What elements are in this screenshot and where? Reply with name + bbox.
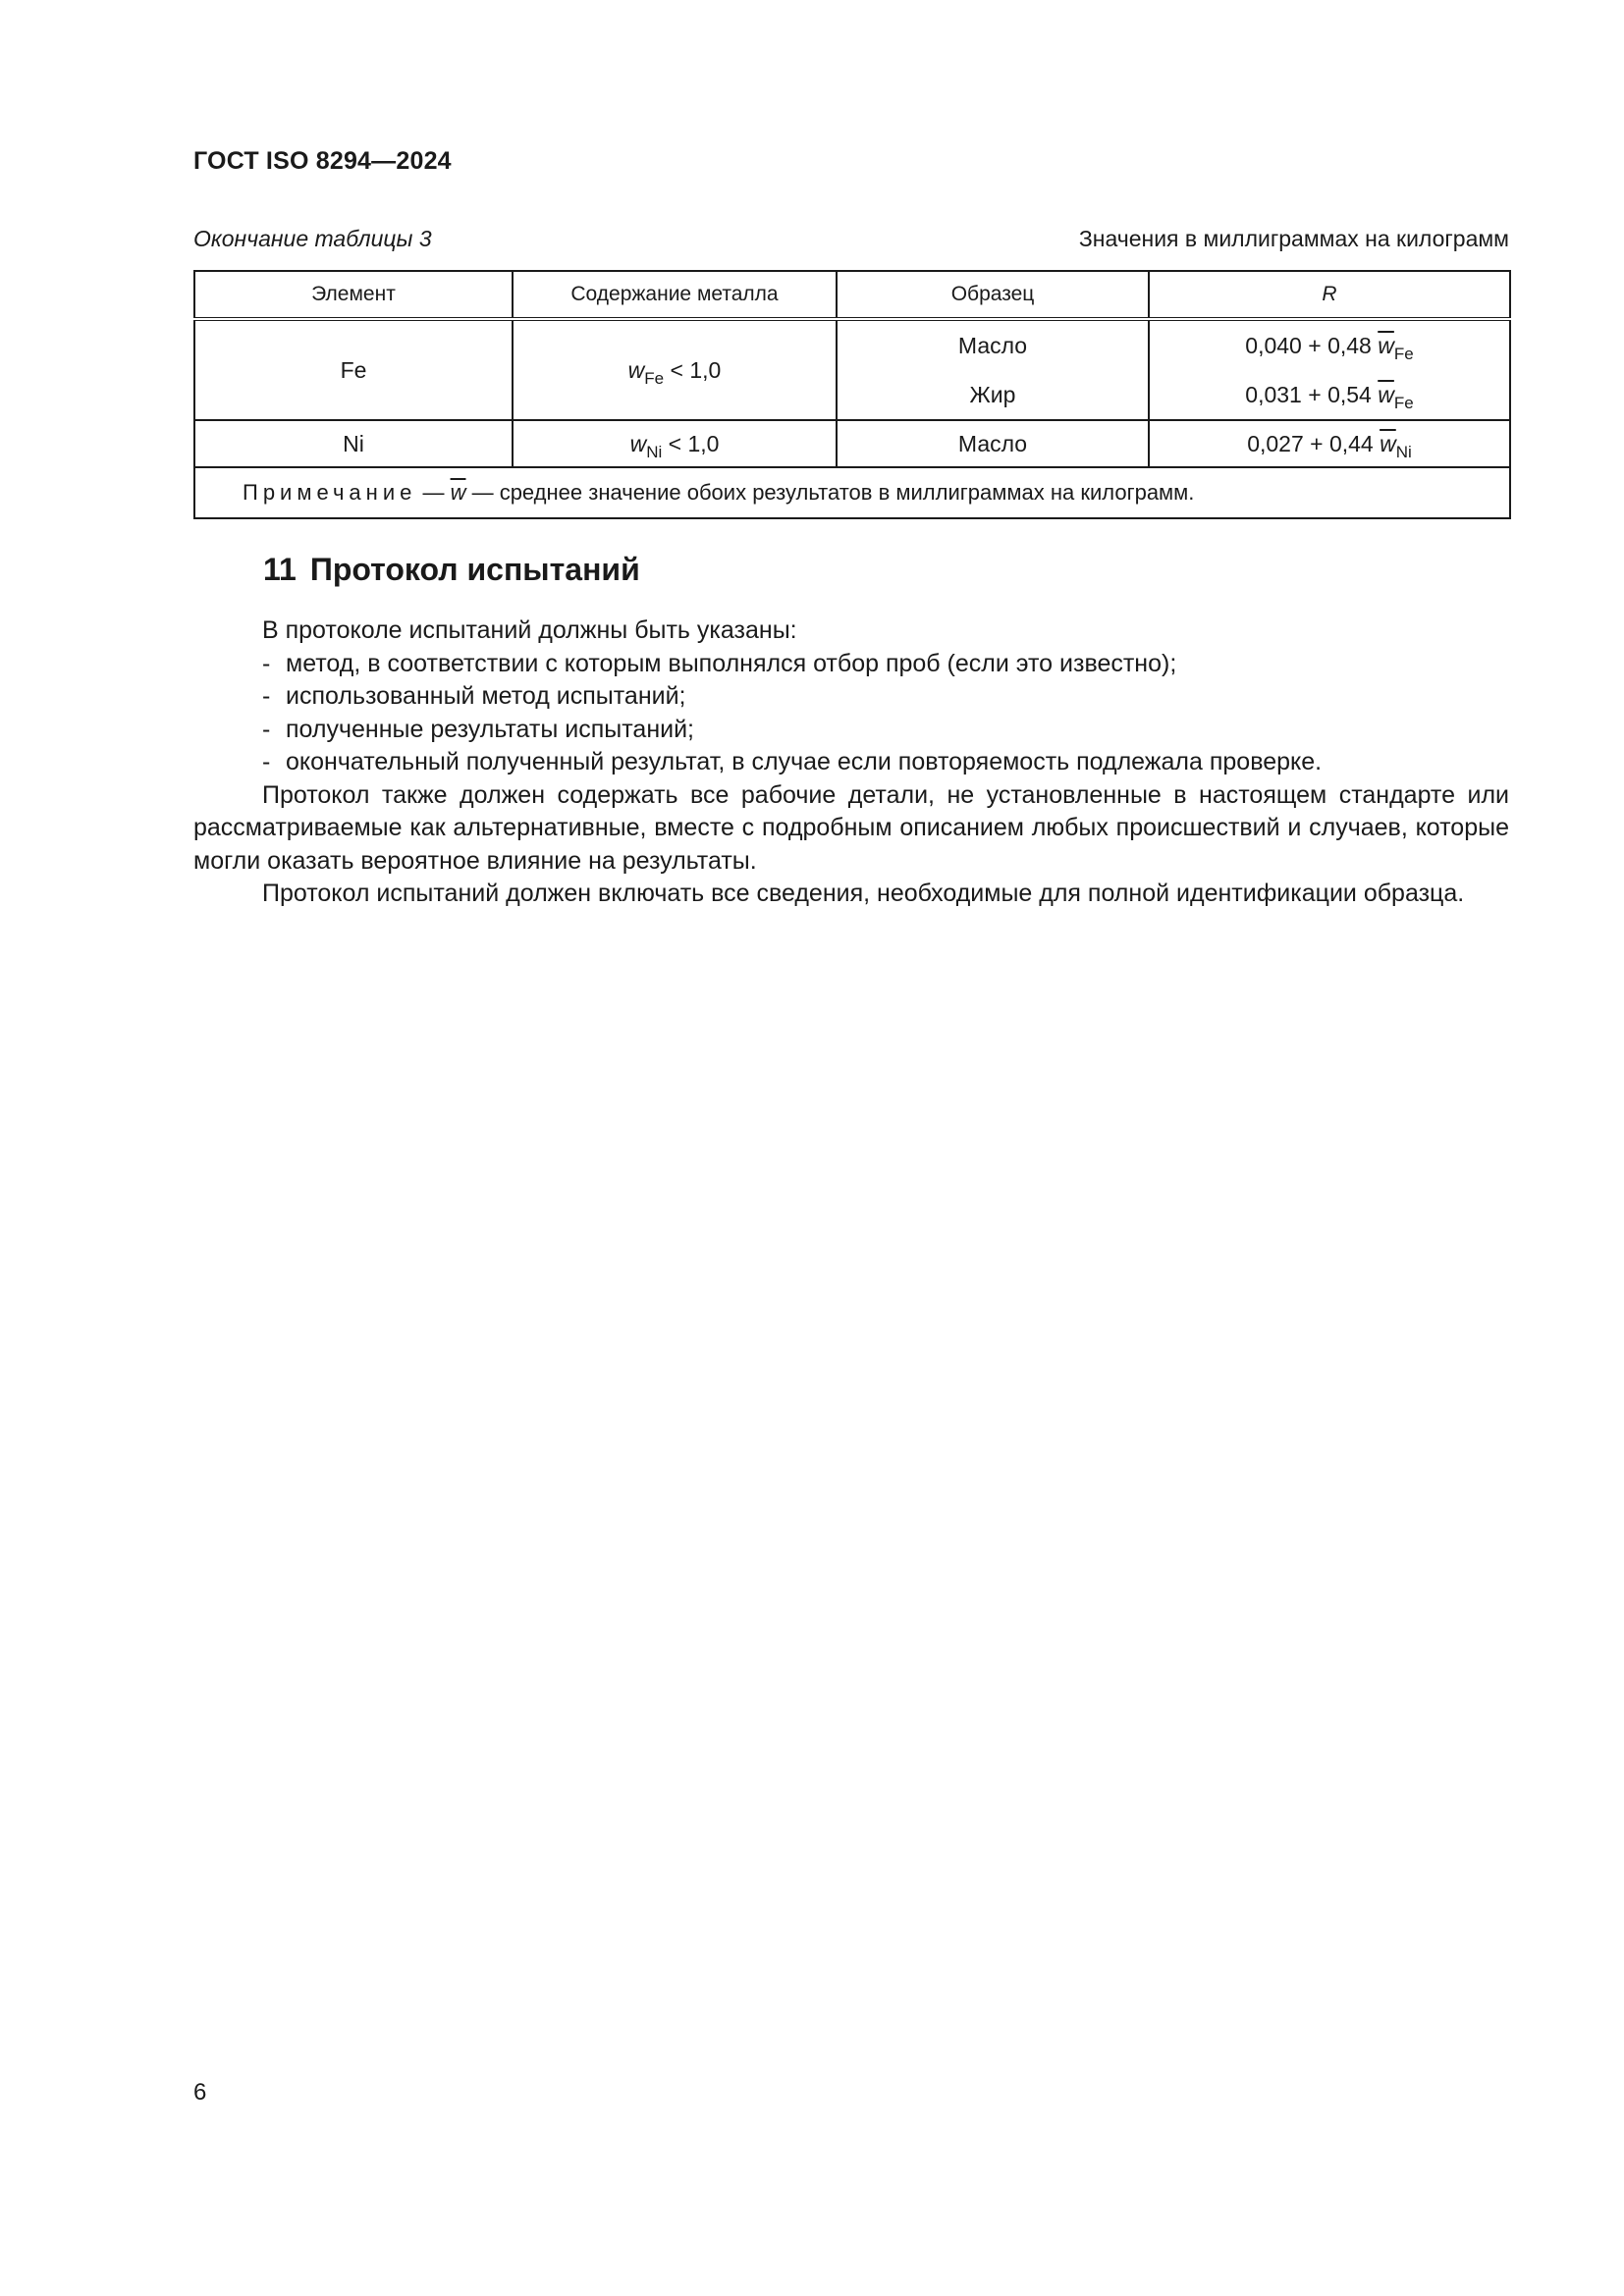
list-dash: - [262,682,271,710]
cell-element: Fe [194,319,513,420]
r-formula [1150,330,1509,361]
content-condition: < 1,0 [664,356,722,383]
cell-metal-content [513,420,837,467]
list-dash: - [262,649,271,677]
r-formula-prefix: 0,031 + 0,54 [1245,382,1379,407]
r-formula-prefix: 0,027 + 0,44 [1247,430,1380,456]
content-variable: w [627,356,645,383]
list-item-text: окончательный полученный результат, в случае если повторяемость подлежала проверке. [286,748,1323,775]
table-note [194,467,1510,518]
list-item [193,680,1509,714]
table-header-row [194,271,1510,319]
note-dash: — [416,480,451,505]
list-dash: - [262,715,271,743]
r-formula-variable: $\overline{w}$ [1378,382,1394,407]
intro-paragraph: В протоколе испытаний должны быть указаны: [262,616,797,644]
header-sample: Образец [837,271,1149,319]
list-item [193,648,1509,681]
table-row [194,420,1510,467]
note-text: — среднее значение обоих результатов в миллиграммах на килограмм. [465,480,1195,505]
table-row [194,319,1510,420]
list-item [193,714,1509,747]
note-variable: $\overline{w}$ [450,480,466,505]
document-code: ГОСТ ISO 8294—2024 [193,147,452,175]
page-number: 6 [193,2079,207,2106]
r-formula-subscript: Fe [1393,345,1414,363]
cell-metal-content [513,319,837,420]
content-condition: < 1,0 [662,430,720,456]
table-caption-continuation: Окончание таблицы 3 [193,226,432,251]
cell-r-values [1149,319,1510,420]
list-item-text: использованный метод испытаний; [286,682,686,710]
sample-name: Масло [837,420,1149,467]
note-label: Примечание [243,480,417,505]
list-item-text: полученные результаты испытаний; [286,715,695,743]
content-variable: w [629,430,647,456]
list-dash: - [262,748,271,775]
r-formula-subscript: Fe [1393,394,1414,412]
list-item-text: метод, в соответствии с которым выполнялся отбор проб (если это известно); [286,649,1177,677]
section-number: 11 [263,552,297,587]
header-r: R [1149,271,1510,319]
r-formula-subscript: Ni [1395,442,1412,461]
section-body [193,614,1509,911]
body-paragraph: Протокол испытаний должен включать все сведения, необходимые для полной идентификации образца. [262,880,1465,907]
header-metal-content: Содержание металла [513,271,837,319]
content-subscript: Ni [646,442,663,461]
r-formula-prefix: 0,040 + 0,48 [1245,333,1379,358]
list-item [193,746,1509,779]
section-title: Протокол испытаний [309,552,640,587]
cell-element: Ni [194,420,513,467]
body-paragraph: Протокол также должен содержать все рабочие детали, не установленные в настоящем стандарте или рассматриваемые как альтернативные, вместе с подробным описанием любых происшествий и случаев, которые могли оказать вероятное влияние на результаты. [193,780,1509,875]
r-formula-variable: $\overline{w}$ [1380,430,1396,456]
content-subscript: Fe [644,368,665,388]
sample-name: Жир [969,382,1016,407]
r-formula [1150,379,1509,410]
header-element: Элемент [194,271,513,319]
cell-samples [837,319,1149,420]
table-units-caption: Значения в миллиграммах на килограмм [1078,226,1509,251]
section-heading [263,552,640,588]
r-formula-variable: $\overline{w}$ [1378,333,1394,358]
r-formula [1149,420,1510,467]
table-note-row [194,467,1510,518]
sample-name: Масло [957,333,1028,358]
results-table [193,270,1511,519]
